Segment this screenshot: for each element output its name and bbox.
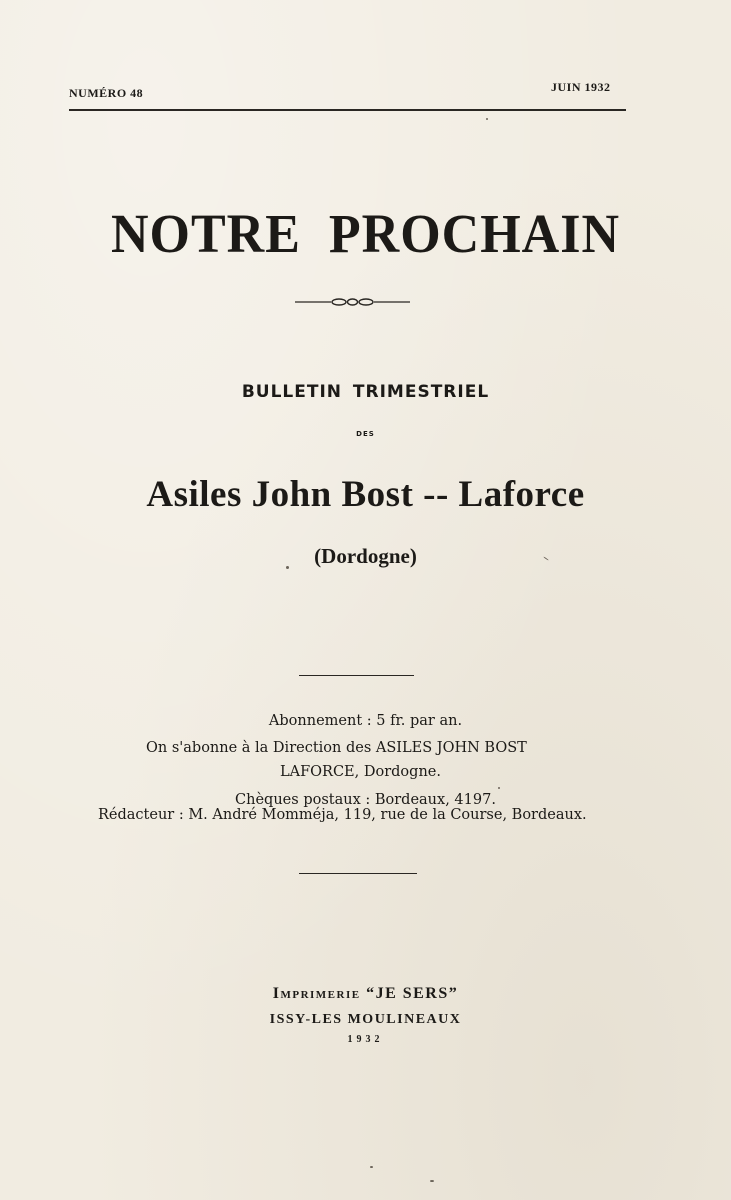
subscription-direction-line1: On s'abonne à la Direction des ASILES JOHN BOST xyxy=(146,740,527,756)
print-year: 1932 xyxy=(347,1034,384,1045)
printer-city: ISSY-LES MOULINEAUX xyxy=(269,1012,462,1027)
subtitle-connector: DES xyxy=(356,430,375,438)
middle-rule xyxy=(299,675,414,676)
printer-name: Imprimerie “JE SERS” xyxy=(272,985,459,1002)
issue-date: JUIN 1932 xyxy=(551,80,611,94)
subscription-price: Abonnement : 5 fr. par an. xyxy=(268,713,463,729)
organization-name: Asiles John Bost -- Laforce xyxy=(146,474,585,515)
editor-address: Rédacteur : M. André Momméja, 119, rue de la Course, Bordeaux. xyxy=(98,807,587,823)
organization-location: (Dordogne) xyxy=(314,544,417,568)
lower-rule xyxy=(299,873,417,874)
header-rule xyxy=(69,109,626,111)
paper-speck xyxy=(498,787,500,789)
publication-title: NOTRE PROCHAIN xyxy=(110,204,621,265)
bulletin-subtitle: BULLETIN TRIMESTRIEL xyxy=(241,382,490,402)
subscription-direction-line2: LAFORCE, Dordogne. xyxy=(280,764,441,780)
paper-speck xyxy=(486,118,488,120)
ornament-divider-icon xyxy=(295,296,410,308)
paper-speck xyxy=(430,1180,434,1182)
postal-cheques: Chèques postaux : Bordeaux, 4197. xyxy=(235,792,496,808)
paper-speck xyxy=(370,1166,373,1168)
issue-number: NUMÉRO 48 xyxy=(69,86,144,100)
paper-speck xyxy=(286,566,289,569)
